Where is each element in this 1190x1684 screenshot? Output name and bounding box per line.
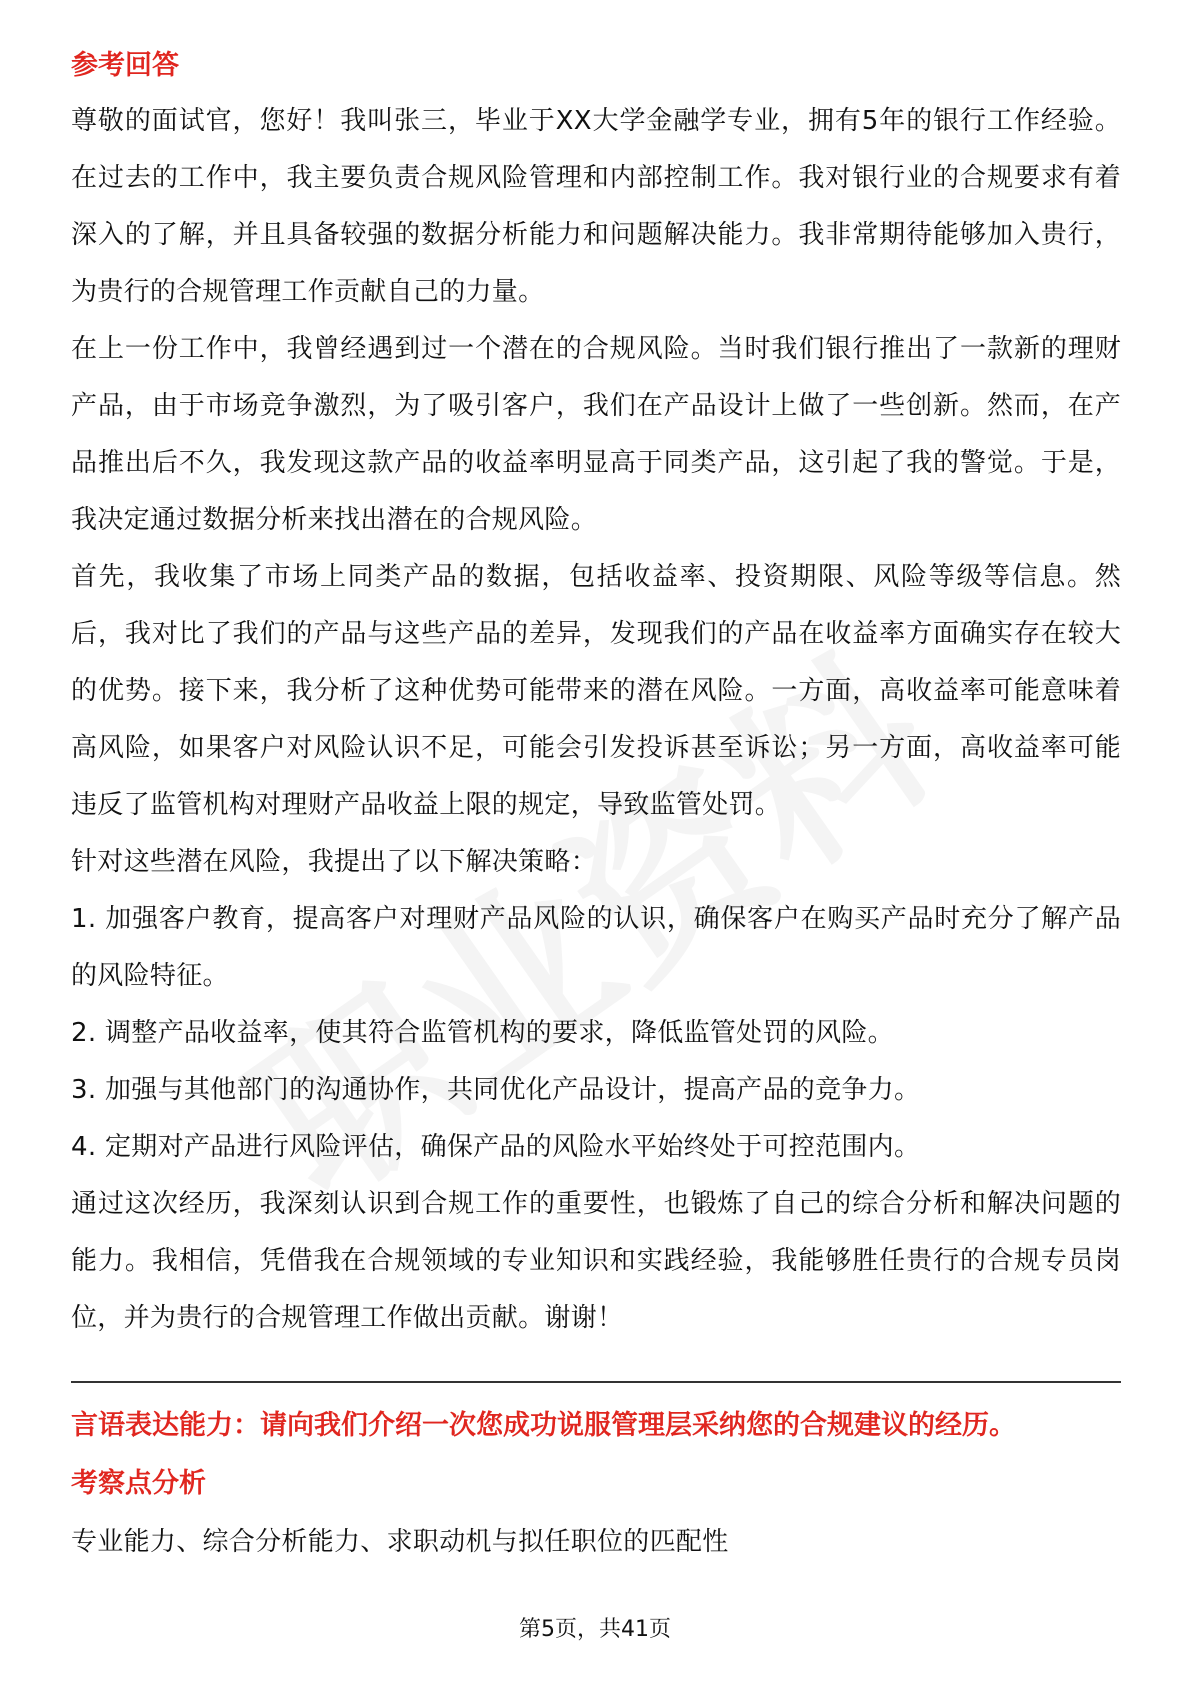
strategy-item-4: 4. 定期对产品进行风险评估，确保产品的风险水平始终处于可控范围内。 <box>71 1132 921 1162</box>
question-heading: 言语表达能力：请向我们介绍一次您成功说服管理层采纳您的合规建议的经历。 <box>71 1410 1016 1441</box>
strategy-lead-paragraph: 针对这些潜在风险，我提出了以下解决策略： <box>71 847 598 877</box>
page-content <box>71 46 1121 1571</box>
analysis-heading: 考察点分析 <box>71 1468 206 1499</box>
analysis-paragraph: 首先，我收集了市场上同类产品的数据，包括收益率、投资期限、风险等级等信息。然后，我对比了我们的产品与这些产品的差异，发现我们的产品在收益率方面确实存在较大的优势。接下来，我分析了这种优势可能带来的潜在风险。一方面，高收益率可能意味着高风险，如果客户对风险认识不足，可能会引发投诉甚至诉讼；另一方面，高收益率可能违反了监管机构对理财产品收益上限的规定，导致监管处罚。 <box>71 562 1121 820</box>
analysis-points: 专业能力、综合分析能力、求职动机与拟任职位的匹配性 <box>71 1527 729 1557</box>
strategy-item-1: 1. 加强客户教育，提高客户对理财产品风险的认识，确保客户在购买产品时充分了解产品的风险特征。 <box>71 904 1121 991</box>
answer-heading: 参考回答 <box>71 50 179 81</box>
section-divider <box>71 1381 1121 1383</box>
strategy-item-3: 3. 加强与其他部门的沟通协作，共同优化产品设计，提高产品的竞争力。 <box>71 1075 921 1105</box>
conclusion-paragraph: 通过这次经历，我深刻认识到合规工作的重要性，也锻炼了自己的综合分析和解决问题的能力。我相信，凭借我在合规领域的专业知识和实践经验，我能够胜任贵行的合规专员岗位，并为贵行的合规管理工作做出贡献。谢谢！ <box>71 1189 1121 1333</box>
page-number: 第5页，共41页 <box>519 1617 671 1642</box>
strategy-item-2: 2. 调整产品收益率，使其符合监管机构的要求，降低监管处罚的风险。 <box>71 1018 894 1048</box>
experience-paragraph: 在上一份工作中，我曾经遇到过一个潜在的合规风险。当时我们银行推出了一款新的理财产品，由于市场竞争激烈，为了吸引客户，我们在产品设计上做了一些创新。然而，在产品推出后不久，我发现这款产品的收益率明显高于同类产品，这引起了我的警觉。于是，我决定通过数据分析来找出潜在的合规风险。 <box>71 334 1121 535</box>
intro-paragraph: 尊敬的面试官，您好！我叫张三，毕业于XX大学金融学专业，拥有5年的银行工作经验。在过去的工作中，我主要负责合规风险管理和内部控制工作。我对银行业的合规要求有着深入的了解，并且具备较强的数据分析能力和问题解决能力。我非常期待能够加入贵行，为贵行的合规管理工作贡献自己的力量。 <box>71 106 1121 307</box>
